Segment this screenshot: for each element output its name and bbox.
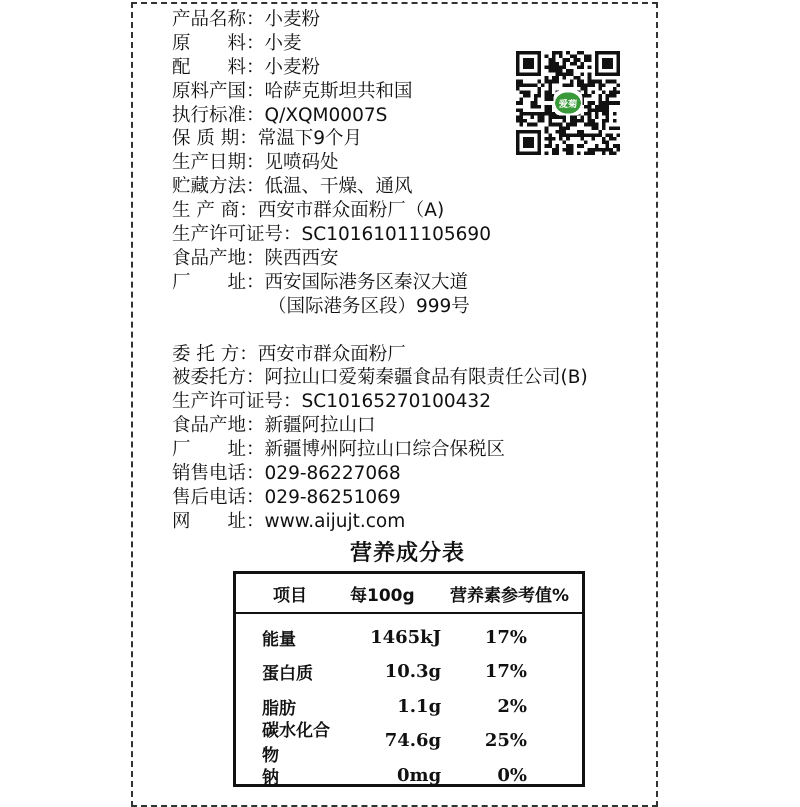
food-origin-label: 食品产地 (172, 247, 247, 269)
standard-label: 执行标准 (172, 104, 247, 126)
info-row: 销售电话 ： 029-86227068 (172, 463, 401, 485)
info-row: 原料产国 ： 哈萨克斯坦共和国 (172, 80, 413, 102)
service-phone-label: 售后电话 (172, 486, 247, 508)
info-row: 产品名称 ： 小麦粉 (172, 9, 321, 30)
info-row: 生产日期 ： 见喷码处 (172, 152, 339, 174)
info-row: 厂 址 ： 新疆博州阿拉山口综合保税区 (172, 439, 506, 461)
info-row: 配 料 ： 小麦粉 (172, 56, 321, 78)
nutrient-nrv: 0% (497, 764, 527, 786)
info-row: 食品产地 ： 陕西西安 (172, 247, 339, 269)
nutrition-row (236, 720, 582, 766)
info-row: 网 址 ： www.aijujt.com (172, 510, 406, 532)
manufacturer-value: 西安市群众面粉厂（A) (257, 200, 445, 222)
nutrition-row (236, 620, 582, 655)
nutrient-nrv: 17% (484, 626, 527, 648)
manufacturer-label: 生 产 商 (172, 200, 240, 222)
nutrition-title: 营养成分表 (349, 541, 465, 566)
license2-label: 生产许可证号 (172, 391, 284, 413)
nutrient-name: 蛋白质 (262, 664, 313, 685)
info-row: 执行标准 ： Q/XQM0007S (172, 104, 388, 126)
nutrient-amount: 0mg (397, 764, 442, 786)
license-value: SC10161011105690 (301, 224, 491, 246)
info-row: 厂 址 ： 西安国际港务区秦汉大道 (172, 271, 469, 293)
food-origin2-label: 食品产地 (172, 415, 247, 437)
address-continued: （国际港务区段）999号 (268, 295, 470, 317)
info-row: 原 料 ： 小麦 (172, 32, 302, 54)
nutrient-name: 钠 (262, 767, 279, 788)
info-row: 生产许可证号 ： SC10165270100432 (172, 391, 491, 413)
address-value: 西安国际港务区秦汉大道 (264, 271, 469, 293)
info-row: 委 托 方 ： 西安市群众面粉厂 (172, 343, 406, 365)
nutrient-amount: 1.1g (397, 695, 442, 717)
nutrient-name: 能量 (262, 629, 296, 650)
product-name-value: 小麦粉 (264, 9, 321, 30)
ingredients-value: 小麦粉 (264, 56, 321, 78)
header-nrv: 营养素参考值% (450, 585, 570, 606)
client-label: 委 托 方 (172, 343, 240, 365)
website-label: 网 址 (172, 510, 247, 532)
license-label: 生产许可证号 (172, 224, 284, 246)
nutrient-name: 脂肪 (262, 698, 296, 719)
nutrient-nrv: 2% (497, 695, 527, 717)
shelf-life-value: 常温下9个月 (257, 128, 363, 150)
production-date-value: 见喷码处 (264, 152, 339, 174)
food-origin2-value: 新疆阿拉山口 (264, 415, 376, 437)
raw-material-label: 原 料 (172, 32, 247, 54)
food-origin-value: 陕西西安 (264, 247, 339, 269)
storage-value: 低温、干燥、通风 (264, 176, 413, 198)
sales-phone-label: 销售电话 (172, 463, 247, 485)
info-row: 售后电话 ： 029-86251069 (172, 486, 401, 508)
license2-value: SC10165270100432 (301, 391, 491, 413)
nutrient-nrv: 25% (484, 730, 527, 752)
info-row (172, 295, 652, 319)
info-row: 食品产地 ： 新疆阿拉山口 (172, 415, 376, 437)
nutrient-name: 碳水化合物 (262, 720, 330, 766)
address-label: 厂 址 (172, 271, 247, 293)
raw-material-value: 小麦 (264, 32, 302, 54)
info-row: 贮藏方法 ： 低温、干燥、通风 (172, 176, 413, 198)
website-value: www.aijujt.com (264, 510, 406, 532)
address2-value: 新疆博州阿拉山口综合保税区 (264, 439, 506, 461)
client-value: 西安市群众面粉厂 (257, 343, 406, 365)
product-name-label: 产品名称 (172, 9, 247, 30)
info-row: 被委托方 ： 阿拉山口爱菊秦疆食品有限责任公司(B) (172, 367, 588, 389)
header-per-100g: 每100g (350, 585, 415, 606)
nutrition-row (236, 655, 582, 690)
production-date-label: 生产日期 (172, 152, 247, 174)
storage-label: 贮藏方法 (172, 176, 247, 198)
info-row: 生 产 商 ： 西安市群众面粉厂（A) (172, 200, 445, 222)
nutrient-amount: 1465kJ (370, 626, 442, 648)
nutrient-nrv: 17% (484, 661, 527, 683)
ingredients-label: 配 料 (172, 56, 247, 78)
shelf-life-label: 保 质 期 (172, 128, 240, 150)
origin-country-label: 原料产国 (172, 80, 247, 102)
nutrient-amount: 74.6g (384, 730, 442, 752)
info-row: 保 质 期 ： 常温下9个月 (172, 128, 363, 150)
qr-code[interactable] (516, 51, 620, 155)
nutrition-header-row (236, 574, 582, 614)
sales-phone-value: 029-86227068 (264, 463, 401, 485)
contractor-value: 阿拉山口爱菊秦疆食品有限责任公司(B) (264, 367, 588, 389)
service-phone-value: 029-86251069 (264, 486, 401, 508)
header-item: 项目 (273, 585, 307, 606)
brand-badge-text: 爱菊 (558, 98, 578, 110)
address2-label: 厂 址 (172, 439, 247, 461)
nutrition-row (236, 758, 582, 793)
nutrition-table (233, 571, 585, 787)
standard-value: Q/XQM0007S (264, 104, 388, 126)
info-row: 生产许可证号 ： SC10161011105690 (172, 224, 491, 246)
origin-country-value: 哈萨克斯坦共和国 (264, 80, 413, 102)
contractor-label: 被委托方 (172, 367, 247, 389)
nutrient-amount: 10.3g (384, 661, 442, 683)
